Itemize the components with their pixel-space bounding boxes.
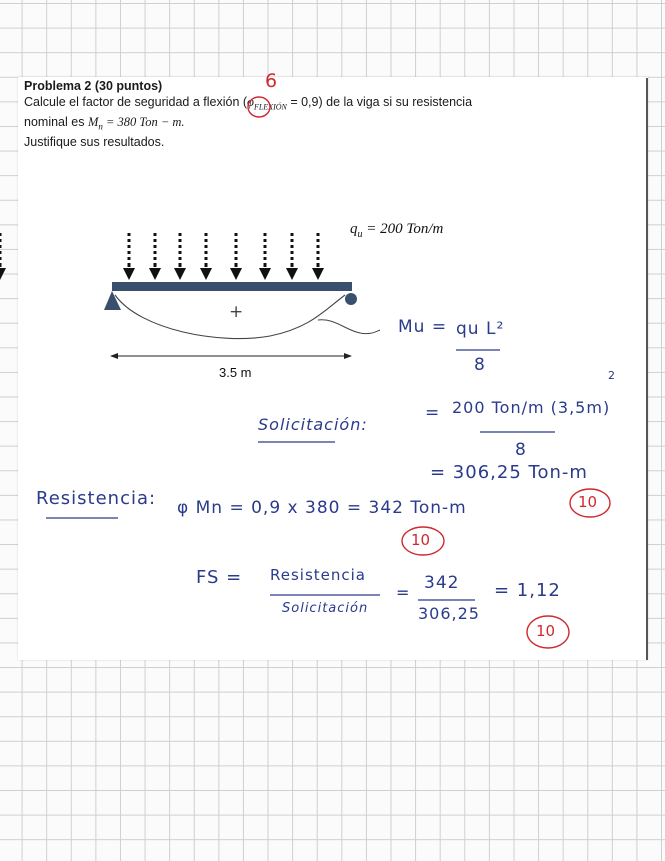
problem-line-3: Justifique sus resultados.: [24, 134, 165, 149]
pin-support: [104, 291, 121, 310]
load-q: q: [350, 221, 358, 237]
fs-numerator-value: 342: [424, 573, 460, 593]
load-sub: u: [357, 229, 363, 240]
roller-support: [345, 293, 357, 305]
beam: [112, 282, 352, 291]
problem-line-1-text: Calcule el factor de seguridad a flexión (: [24, 94, 248, 109]
fs-equals: =: [396, 583, 411, 602]
sol-numerator: 200 Ton/m (3,5m): [452, 398, 611, 417]
fs-result: = 1,12: [494, 580, 561, 601]
mu-numerator: qu L²: [456, 319, 505, 339]
span-label: 3.5 m: [219, 365, 252, 380]
resistencia-label: Resistencia:: [36, 488, 157, 509]
fs-numerator-word: Resistencia: [270, 566, 366, 584]
mn-subscript: n: [98, 121, 103, 131]
mu-lhs: Mu =: [398, 317, 448, 337]
sol-equals: =: [425, 403, 441, 423]
score-2: 10: [411, 531, 431, 549]
load-label: [350, 221, 443, 240]
grader-top-mark: 6: [265, 70, 278, 92]
load-value: = 200 Ton/m: [362, 221, 444, 237]
span-arrow-right: [344, 353, 352, 359]
mn-value: = 380 Ton − m.: [102, 114, 185, 129]
problem-title: Problema 2 (30 puntos): [24, 79, 163, 93]
solicitacion-label: Solicitación:: [258, 415, 368, 434]
score-1: 10: [578, 493, 598, 511]
resistencia-equation: φ Mn = 0,9 x 380 = 342 Ton-m: [177, 498, 467, 518]
fs-denominator-value: 306,25: [418, 604, 480, 623]
moment-sign: +: [229, 302, 244, 322]
problem-line-2-text: nominal es: [24, 114, 88, 129]
score-3: 10: [536, 622, 556, 640]
mu-denominator: 8: [474, 355, 486, 375]
phi-symbol: φ: [247, 94, 254, 109]
span-arrow-left: [110, 353, 118, 359]
phi-red-circle: [247, 94, 270, 117]
mn-symbol: M: [87, 114, 99, 129]
moment-pointer-line: [318, 320, 380, 334]
fs-denominator-word: Solicitación: [282, 601, 369, 616]
phi-subscript: FLEXIÓN: [253, 102, 287, 111]
sol-result: = 306,25 Ton-m: [430, 462, 588, 483]
phi-value: = 0,9) de la viga si su resistencia: [286, 94, 473, 109]
distributed-load-arrows: [0, 233, 324, 280]
sol-denominator: 8: [515, 440, 527, 460]
fs-label: FS =: [196, 567, 243, 588]
sol-exponent: 2: [608, 369, 616, 382]
